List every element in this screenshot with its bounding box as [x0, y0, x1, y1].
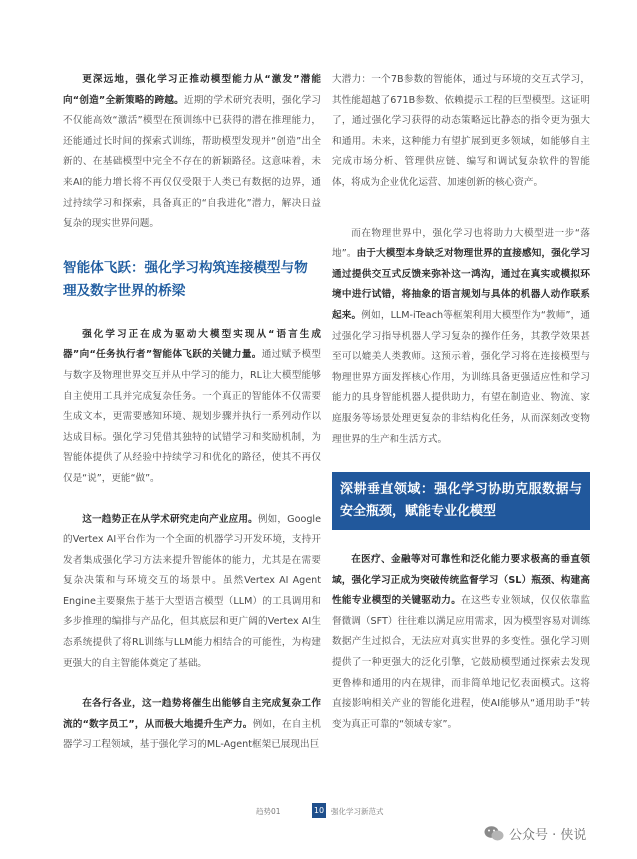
- bold-lead: 在各行各业，这一趋势将催生出能够自主完成复杂工作流的“数字员工”，从而极大地提升生产力。: [63, 698, 321, 730]
- paragraph-text: 通过赋予模型与数字及物理世界交互并从中学习的能力，RL让大模型能够自主使用工具并完成复杂任务。一个真正的智能体不仅需要生成文本，更需要感知环境、规划步骤并执行一系列动作以达成目标。强化学习凭借其独特的试错学习和奖励机制，为智能体提供了从经验中持续学习和优化的路径，使其不再仅仅是“说”，更能“做”。: [63, 349, 321, 484]
- paragraph-text: 例如，在自主机器学习工程领域，基于强化学习的ML-Agent框架已展现出巨: [63, 718, 321, 751]
- left-column: [63, 70, 321, 756]
- section-heading: 智能体飞跃：强化学习构筑连接模型与物理及数字世界的桥梁: [63, 259, 308, 299]
- bold-lead: 在医疗、金融等对可靠性和泛化能力要求极高的垂直领域，强化学习正成为突破传统监督学习（SL）瓶颈、构建高性能专业模型的关键驱动力。: [332, 554, 590, 607]
- paragraph: [332, 224, 590, 451]
- wechat-icon: [484, 825, 504, 842]
- paragraph-text: 在这些专业领域，仅仅依靠监督微调（SFT）往往难以满足应用需求，因为模型容易对训练数据产生过拟合，无法应对真实世界的多变性。强化学习则提供了一种更强大的泛化引擎，它鼓励模型通过探索去发现更鲁棒和通用的内在规律，而非简单地记忆表面模式。这将直接影响相关产业的智能化进程，使AI能够从“通用助手”转变为真正可靠的“领域专家”。: [332, 595, 591, 730]
- page-footer: [0, 803, 637, 821]
- page-number: 10: [312, 803, 326, 818]
- highlight-heading: 深耕垂直领域：强化学习协助克服数据与安全瓶颈，赋能专业化模型: [332, 472, 590, 530]
- right-column: [332, 70, 590, 735]
- bold-lead: 更深远地，强化学习正推动模型能力从“激发”潜能向“创造”全新策略的跨越。: [63, 74, 321, 106]
- paragraph: 大潜力：一个7B参数的智能体，通过与环境的交互式学习，其性能超越了671B参数、依赖提示工程的巨型模型。这证明了，通过强化学习获得的动态策略远比静态的指令更为强大和通用。未来，这种能力有望扩展到更多领域，如能够自主完成市场分析、管理供应链、编写和调试复杂软件的智能体，将成为企业优化运营、加速创新的核心资产。: [332, 74, 590, 188]
- paragraph: [63, 325, 321, 490]
- watermark: [484, 823, 586, 843]
- bold-lead: 这一趋势正在从学术研究走向产业应用。: [82, 513, 258, 525]
- bold-lead: 由于大模型本身缺乏对物理世界的直接感知，强化学习通过提供交互式反馈来弥补这一鸿沟，通过在真实或模拟环境中进行试错，将抽象的语言规划与具体的机器人动作联系起来。: [332, 248, 590, 321]
- paragraph-text: 例如，LLM-iTeach等框架利用大模型作为“教师”，通过强化学习指导机器人学习复杂的操作任务，其教学效果甚至可以媲美人类教师。这预示着，强化学习将在连接模型与物理世界方面发挥核心作用，为训练具备更强适应性和学习能力的具身智能机器人提供助力，有望在制造业、物流、家庭服务等场景处理更复杂的非结构化任务，从而深刻改变物理世界的生产和生活方式。: [332, 309, 591, 445]
- paragraph: [63, 70, 321, 235]
- paragraph-text: 例如，Google的Vertex AI平台作为一个全面的机器学习开发环境，支持开发者集成强化学习方法来提升智能体的能力，尤其是在需要复杂决策和与环境交互的场景中。虽然Vertex AI Agent Engine主要聚焦于基于大型语言模型（LLM）的工具调用和多步推理的编排与产品化，但其底层和更广阔的Vertex AI生态系统提供了将RL训练与LLM能力相结合的可能性，为构建更强大的自主智能体奠定了基础。: [63, 513, 321, 669]
- bold-lead: 强化学习正在成为驱动大模型实现从“语言生成器”向“任务执行者”智能体飞跃的关键力量。: [63, 328, 321, 361]
- paragraph: [63, 510, 321, 675]
- paragraph-text: 而在物理世界中，强化学习也将助力大模型进一步“落地”。: [332, 227, 590, 260]
- footer-section-label: 强化学习新范式: [331, 807, 384, 816]
- paragraph: [332, 550, 590, 735]
- watermark-text: 公众号 · 侠说: [509, 827, 587, 843]
- paragraph-text: 近期的学术研究表明，强化学习不仅能高效“激活”模型在预训练中已获得的潜在推理能力，还能通过长时间的探索式训练，帮助模型发现并“创造”出全新的、在基础模型中完全不存在的新颖路径。这意味着，未来AI的能力增长将不再仅仅受限于人类已有数据的边界，通过持续学习和探索，具备真正的“自我进化”潜力，解决日益复杂的现实世界问题。: [63, 94, 321, 230]
- paragraph: [63, 694, 321, 756]
- footer-trend-label: 趋势01: [256, 807, 281, 816]
